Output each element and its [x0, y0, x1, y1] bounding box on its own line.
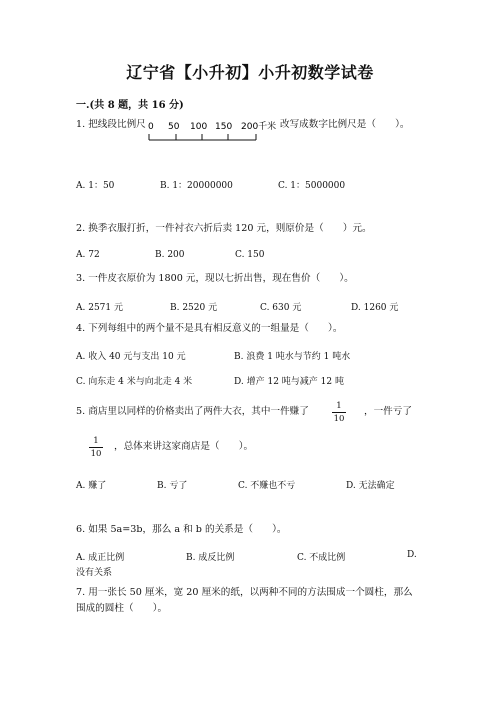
q5-text-part2: ，一件亏了: [364, 406, 412, 417]
q6-option-b: B. 成反比例: [186, 553, 235, 563]
page-title: 辽宁省【小升初】小升初数学试卷: [126, 63, 374, 82]
q5-option-a: A. 赚了: [76, 481, 107, 491]
fraction-denominator: 10: [333, 414, 345, 424]
q4-option-c: C. 向东走 4 米与向北走 4 米: [76, 377, 193, 387]
line-segment-scale: [146, 118, 280, 144]
q3-option-d: D. 1260 元: [351, 303, 399, 313]
scale-label-50: 50: [168, 122, 180, 132]
scale-label-150: 150: [215, 122, 233, 132]
q6-text: 6. 如果 5a=3b，那么 a 和 b 的关系是（ ）。: [76, 524, 287, 535]
q5-option-b: B. 亏了: [157, 481, 188, 491]
fraction-numerator: 1: [336, 401, 342, 411]
q4-option-d: D. 增产 12 吨与减产 12 吨: [234, 377, 344, 387]
q6-option-d-wrap: 没有关系: [76, 568, 113, 578]
q6-option-d: D.: [407, 550, 417, 560]
q2-option-b: B. 200: [155, 250, 185, 260]
fraction-denominator: 10: [90, 449, 102, 459]
q1-option-a: A. 1：50: [76, 181, 115, 191]
q1-prefix: 1. 把线段比例尺: [76, 119, 146, 130]
q5-fraction-loss: [89, 436, 103, 459]
fraction-bar: [332, 412, 346, 413]
scale-label-0: 0: [148, 122, 154, 132]
q7-line1: 7. 用一张长 50 厘米，宽 20 厘米的纸，以两种不同的方法围成一个圆柱，那么: [76, 587, 413, 598]
q5-text-part3: ，总体来讲这家商店是（ ）。: [114, 441, 254, 452]
q4-option-a: A. 收入 40 元与支出 10 元: [76, 352, 186, 362]
q7-line2: 围成的圆柱（ ）。: [76, 603, 168, 614]
q3-text: 3. 一件皮衣原价为 1800 元，现以七折出售，现在售价（ ）。: [76, 273, 354, 284]
q4-option-b: B. 浪费 1 吨水与节约 1 吨水: [234, 352, 351, 362]
scale-label-100: 100: [190, 122, 208, 132]
q5-option-d: D. 无法确定: [346, 481, 395, 491]
fraction-bar: [89, 447, 103, 448]
scale-label-200: 200千米: [241, 122, 277, 132]
q1-suffix: 改写成数字比例尺是（ ）。: [280, 119, 410, 130]
q4-text: 4. 下列每组中的两个量不是具有相反意义的一组量是（ ）。: [76, 323, 343, 334]
section-heading: 一.(共 8 题，共 16 分): [76, 100, 184, 111]
q3-option-a: A. 2571 元: [76, 303, 123, 313]
q2-option-a: A. 72: [76, 250, 100, 260]
q5-option-c: C. 不赚也不亏: [238, 481, 296, 491]
q5-fraction-gain: [332, 401, 346, 424]
fraction-numerator: 1: [93, 436, 99, 446]
q1-option-b: B. 1：20000000: [160, 181, 233, 191]
q2-text: 2. 换季衣服打折，一件衬衣六折后卖 120 元，则原价是（ ）元。: [76, 223, 372, 234]
q2-option-c: C. 150: [235, 250, 265, 260]
q3-option-c: C. 630 元: [260, 303, 302, 313]
q5-text-part1: 5. 商店里以同样的价格卖出了两件大衣，其中一件赚了: [76, 406, 309, 417]
q6-option-a: A. 成正比例: [76, 553, 125, 563]
q3-option-b: B. 2520 元: [170, 303, 218, 313]
q1-option-c: C. 1：5000000: [278, 181, 346, 191]
q6-option-c: C. 不成比例: [297, 553, 346, 563]
